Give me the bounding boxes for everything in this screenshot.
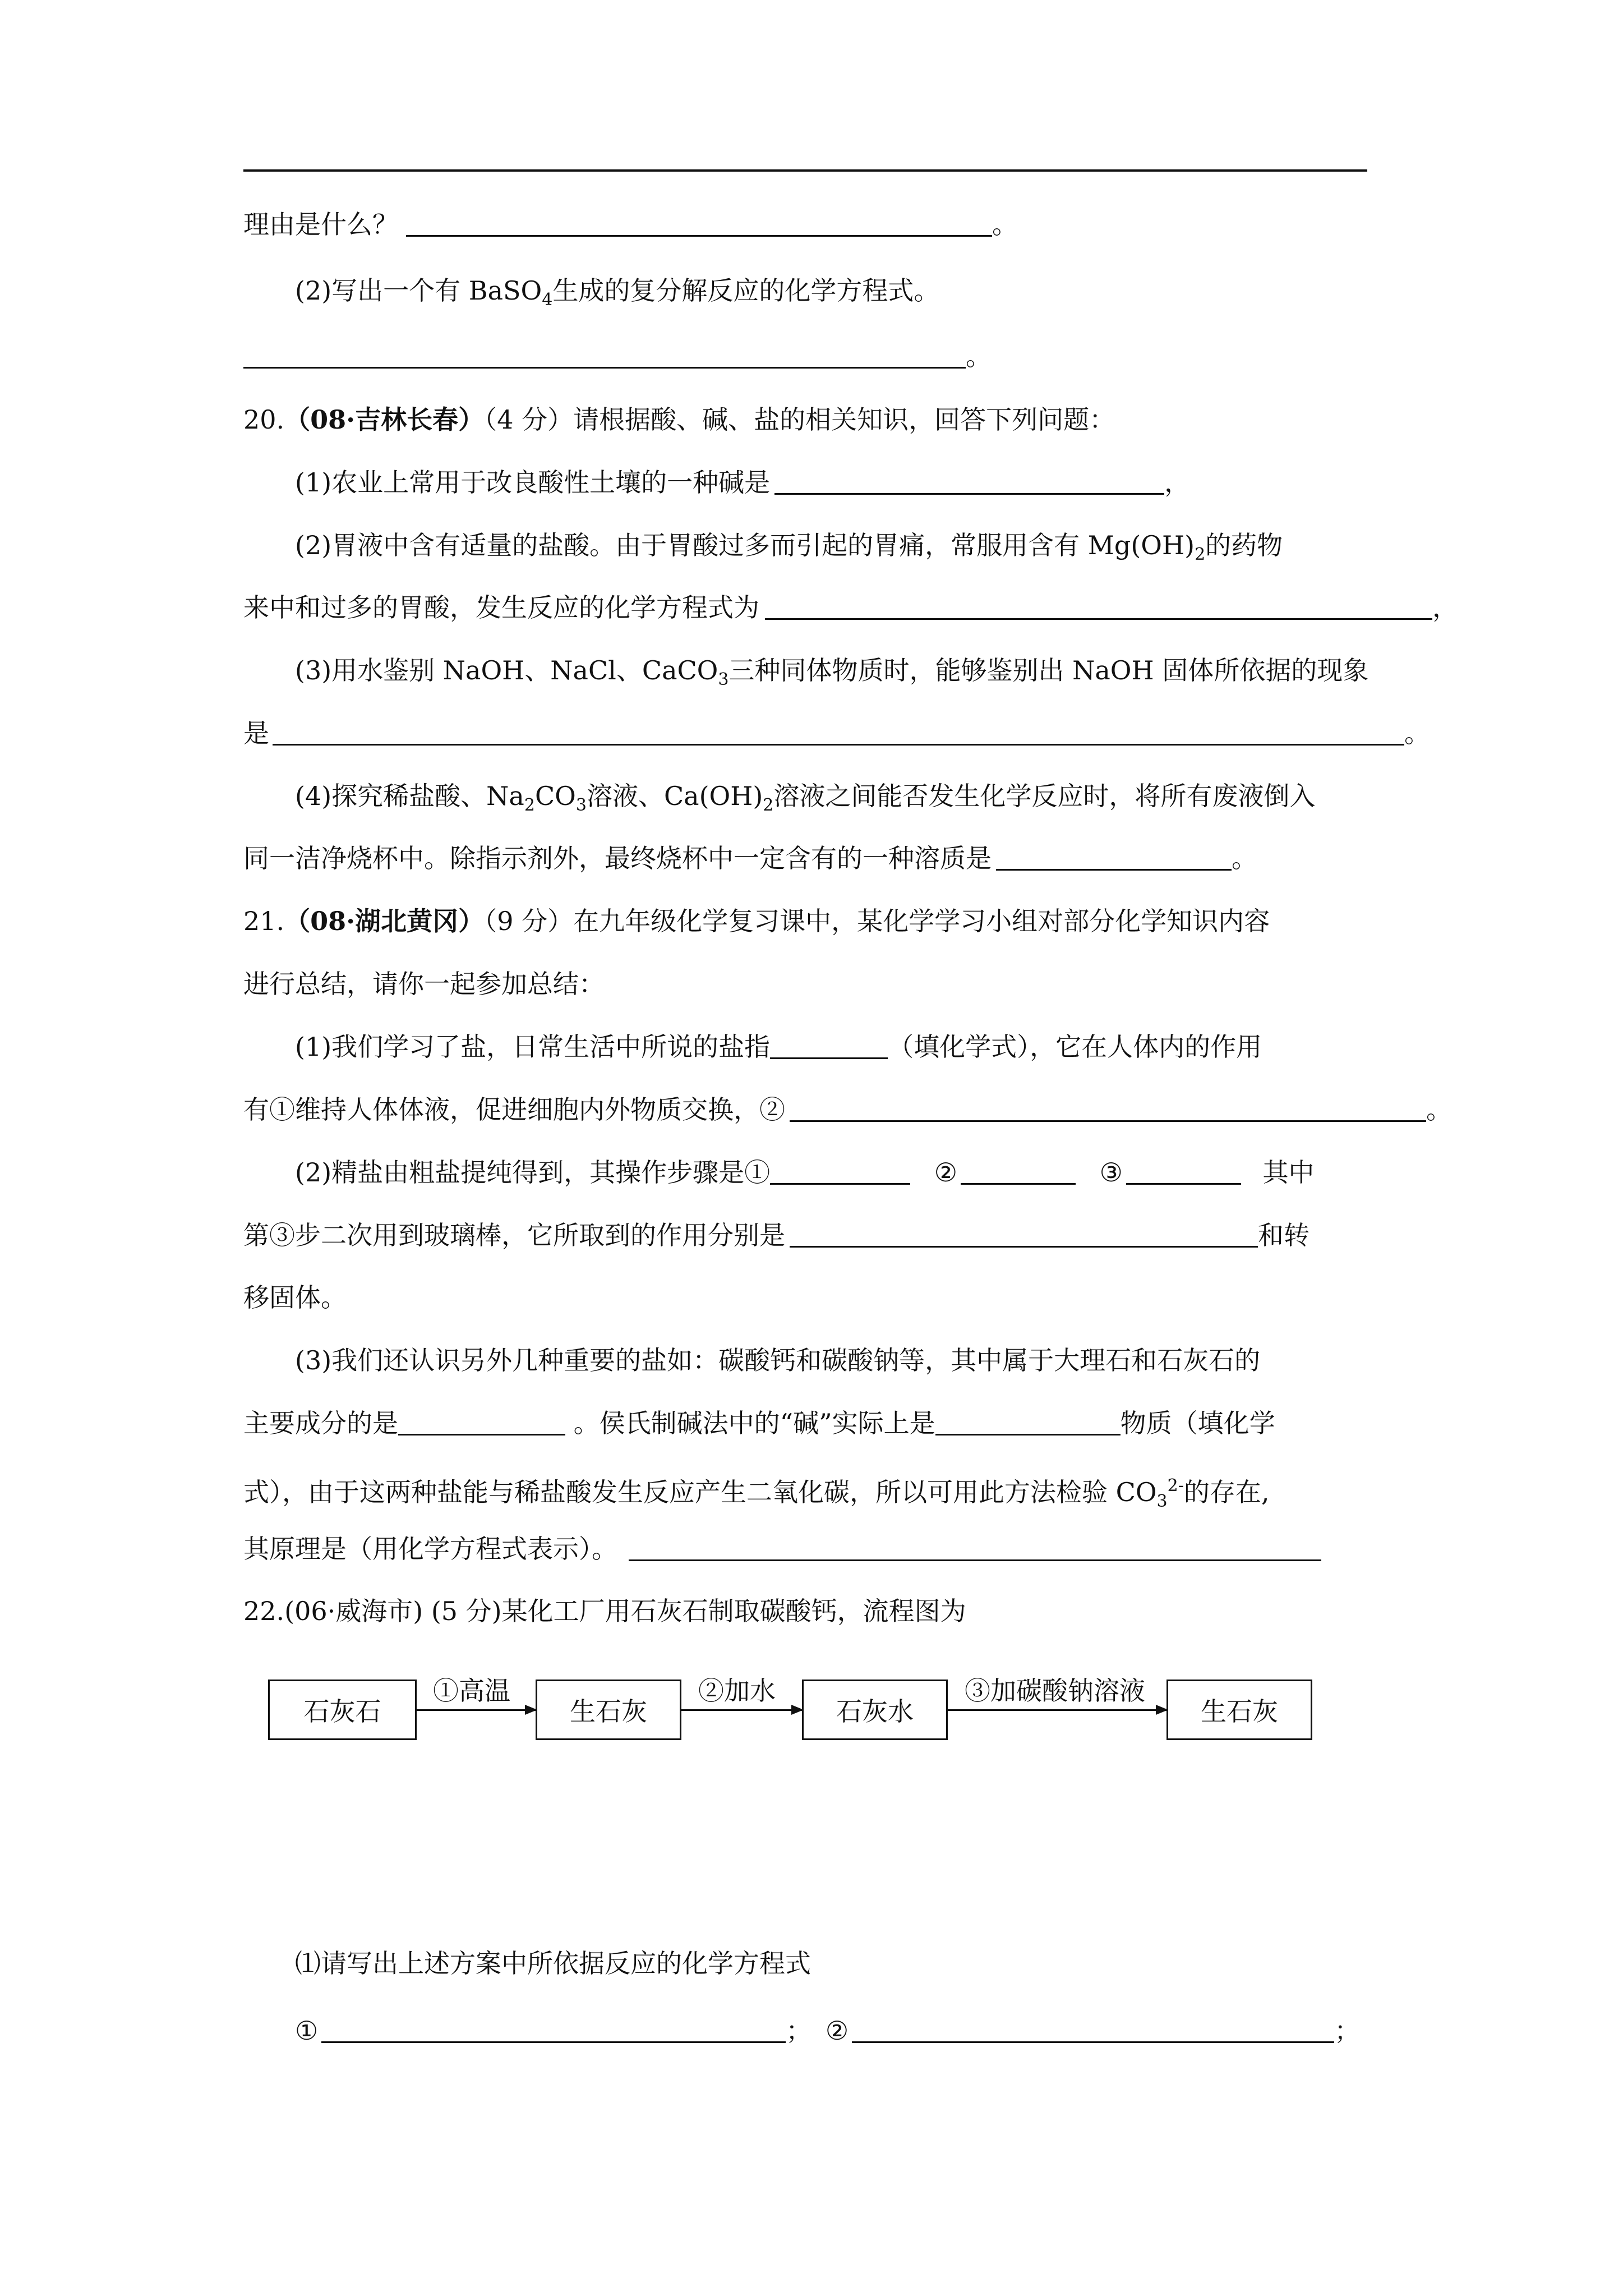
- reason-text: 理由是什么？: [243, 209, 398, 240]
- text: 主要成分的是: [243, 1408, 398, 1438]
- q21-1a: [295, 1030, 1262, 1064]
- text: （填化学式），它在人体内的作用: [888, 1032, 1262, 1062]
- flow-arrow-2: [681, 1709, 802, 1711]
- text: 第③步二次用到玻璃棒，它所取到的作用分别是: [243, 1220, 785, 1250]
- text: ②: [825, 2016, 849, 2046]
- q20-4a: [295, 779, 1315, 822]
- flow-arrow-2-label: ②加水: [698, 1676, 776, 1706]
- subscript: 2: [763, 795, 774, 815]
- q22-1: [295, 1947, 811, 1980]
- text: CO: [534, 781, 576, 811]
- q20-3b: [243, 716, 1430, 750]
- text: 溶液之间能否发生化学反应时，将所有废液倒入: [773, 781, 1316, 811]
- text: 其中: [1262, 1157, 1315, 1188]
- blank-q21-1b[interactable]: [790, 1094, 1426, 1122]
- blank-step-2[interactable]: [961, 1157, 1076, 1185]
- flow-box-quicklime-2: [1166, 1680, 1312, 1740]
- blank-q20-1[interactable]: [774, 467, 1164, 495]
- q21-cont: [243, 967, 605, 1001]
- question-text: （9 分）在九年级化学复习课中，某化学学习小组对部分化学知识内容: [484, 906, 1270, 936]
- line-reason: [243, 208, 1018, 241]
- blank-q21-1a[interactable]: [770, 1032, 888, 1059]
- text: ②: [934, 1157, 958, 1188]
- text: ③: [1099, 1157, 1123, 1188]
- punct: ；: [786, 2016, 812, 2046]
- punct: 。: [1232, 843, 1257, 873]
- question-number: 20.: [243, 404, 285, 435]
- blank-step-3[interactable]: [1126, 1157, 1241, 1185]
- blank-q21-3-main[interactable]: [398, 1408, 565, 1435]
- text: 式），由于这两种盐能与稀盐酸发生反应产生二氧化碳，所以可用此方法检验 CO: [243, 1477, 1157, 1507]
- question-text: （4 分）请根据酸、碱、盐的相关知识，回答下列问题：: [484, 404, 1115, 435]
- subscript: 2: [1195, 545, 1206, 564]
- flow-box-limewater: [802, 1680, 948, 1740]
- q19-2: [295, 274, 939, 317]
- punct: 。: [966, 341, 992, 371]
- q21-2c: [243, 1281, 347, 1314]
- text: ⑴请写出上述方案中所依据反应的化学方程式: [295, 1948, 811, 1978]
- blank-equation-1[interactable]: [321, 2016, 786, 2043]
- question-number: 21.: [243, 906, 285, 936]
- text: (3)用水鉴别 NaOH、NaCl、CaCO: [295, 655, 718, 685]
- subscript: 3: [718, 670, 729, 689]
- q21-1b: [243, 1093, 1452, 1126]
- q21-header: [243, 904, 1270, 938]
- flow-arrow-1: [417, 1709, 536, 1711]
- q20-2b: [243, 591, 1458, 624]
- q22-header: [243, 1594, 966, 1628]
- text: (2)精盐由粗盐提纯得到，其操作步骤是①: [295, 1157, 771, 1188]
- text: 溶液、Ca(OH): [586, 781, 763, 811]
- text: (2)胃液中含有适量的盐酸。由于胃酸过多而引起的胃痛，常服用含有 Mg(OH): [295, 530, 1195, 560]
- flow-arrow-1-label: ①高温: [433, 1676, 510, 1706]
- q21-3a: [295, 1343, 1260, 1377]
- text: (1)我们学习了盐，日常生活中所说的盐指: [295, 1032, 771, 1062]
- question-source: （08·吉林长春）: [284, 404, 485, 435]
- text: (4)探究稀盐酸、Na: [295, 781, 524, 811]
- subscript: 3: [1156, 1492, 1168, 1511]
- q21-3b: [243, 1406, 1275, 1440]
- box-label: 石灰水: [836, 1696, 914, 1727]
- text: (2)写出一个有: [295, 275, 461, 306]
- text: 和转: [1258, 1220, 1310, 1250]
- punct: ，: [1432, 592, 1458, 623]
- text: 的药物: [1205, 530, 1283, 560]
- q19-2-answer: [243, 339, 992, 373]
- text: 。侯氏制碱法中的“碱”实际上是: [573, 1408, 935, 1438]
- blank-q21-3-equation[interactable]: [629, 1534, 1321, 1561]
- text: (3)我们还认识另外几种重要的盐如：碳酸钙和碳酸钠等，其中属于大理石和石灰石的: [295, 1345, 1261, 1375]
- flow-box-limestone: [268, 1680, 417, 1740]
- q21-3d: [243, 1532, 1321, 1566]
- box-label: 生石灰: [1201, 1696, 1278, 1727]
- question-source: （08·湖北黄冈）: [284, 906, 485, 936]
- punct: 。: [1426, 1094, 1452, 1125]
- q22-1-answers: [295, 2014, 1360, 2047]
- blank-q20-2[interactable]: [765, 592, 1432, 620]
- blank-q20-4[interactable]: [996, 843, 1232, 871]
- punct: 。: [1404, 718, 1430, 748]
- text: ①: [295, 2016, 319, 2046]
- q20-header: [243, 403, 1115, 436]
- text: 移固体。: [243, 1282, 347, 1313]
- subscript: 3: [575, 795, 587, 815]
- blank-reason[interactable]: [406, 209, 992, 237]
- superscript: 2-: [1167, 1476, 1184, 1496]
- q20-1: [295, 466, 1190, 499]
- blank-step-1[interactable]: [770, 1157, 910, 1185]
- question-text: 22.(06·威海市) (5 分)某化工厂用石灰石制取碳酸钙，流程图为: [243, 1596, 966, 1626]
- q20-2a: [295, 528, 1283, 572]
- blank-q20-3[interactable]: [273, 718, 1404, 746]
- box-label: 生石灰: [570, 1696, 647, 1727]
- text: (1)农业上常用于改良酸性土壤的一种碱是: [295, 467, 771, 498]
- text: 三种同体物质时，能够鉴别出 NaOH 固体所依据的现象: [728, 655, 1369, 685]
- q21-2b: [243, 1218, 1310, 1252]
- q20-4b: [243, 841, 1257, 875]
- q20-3a: [295, 654, 1368, 697]
- text: 进行总结，请你一起参加总结：: [243, 969, 605, 999]
- flow-arrow-3: [948, 1709, 1166, 1711]
- flow-box-quicklime: [536, 1680, 681, 1740]
- punct: 。: [992, 209, 1018, 240]
- q21-2a: [295, 1156, 1315, 1189]
- top-rule: [243, 169, 1367, 172]
- blank-equation-2[interactable]: [852, 2016, 1334, 2043]
- text: 同一洁净烧杯中。除指示剂外，最终烧杯中一定含有的一种溶质是: [243, 843, 992, 873]
- flow-arrow-3-label: ③加碳酸钠溶液: [965, 1676, 1145, 1706]
- text: 来中和过多的胃酸，发生反应的化学方程式为: [243, 592, 759, 623]
- blank-q21-2b[interactable]: [790, 1220, 1258, 1248]
- box-label: 石灰石: [303, 1696, 381, 1727]
- text: 物质（填化学: [1120, 1408, 1275, 1438]
- subscript: 4: [542, 290, 553, 310]
- text: 生成的复分解反应的化学方程式。: [552, 275, 940, 306]
- text: 是: [243, 718, 269, 748]
- blank-q21-3-alkali[interactable]: [935, 1408, 1121, 1435]
- punct: ，: [1164, 467, 1191, 498]
- text: 其原理是（用化学方程式表示）。: [243, 1534, 617, 1564]
- punct: ；: [1334, 2016, 1361, 2046]
- text: 有①维持人体体液，促进细胞内外物质交换，②: [243, 1094, 785, 1125]
- q21-3c: [243, 1469, 1269, 1519]
- blank-equation[interactable]: [243, 341, 966, 369]
- subscript: 2: [524, 795, 535, 815]
- text: 的存在,: [1183, 1477, 1270, 1507]
- formula: BaSO: [468, 275, 542, 306]
